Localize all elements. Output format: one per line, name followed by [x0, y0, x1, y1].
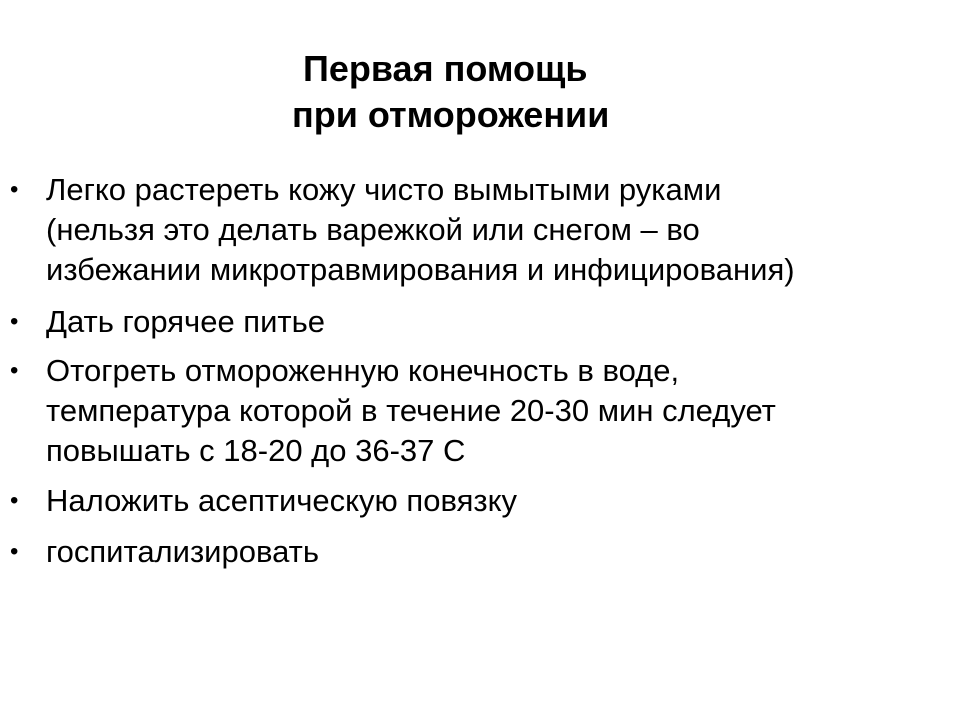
bullet-icon: •	[10, 357, 19, 384]
bullet-list	[0, 170, 960, 584]
list-item-text-line: температура которой в течение 20-30 мин следует	[46, 393, 776, 428]
list-item	[0, 170, 960, 290]
list-item	[0, 351, 960, 471]
list-item-text-line: Наложить асептическую повязку	[46, 483, 517, 518]
list-item-text-line: госпитализировать	[46, 534, 320, 569]
bullet-icon: •	[10, 176, 19, 203]
bullet-icon: •	[10, 308, 19, 335]
list-item-text-line: Легко растереть кожу чисто вымытыми руками	[46, 172, 722, 207]
list-item	[0, 532, 960, 572]
list-item-text-line: Отогреть отмороженную конечность в воде,	[46, 353, 680, 388]
list-item-text-line: (нельзя это делать варежкой или снегом – во	[46, 212, 700, 247]
bullet-icon: •	[10, 538, 19, 565]
list-item-text-line: избежании микротравмирования и инфицирования)	[46, 252, 795, 287]
slide-title-line-1: Первая помощь	[303, 48, 588, 89]
list-item	[0, 302, 960, 342]
slide-title	[0, 46, 960, 138]
list-item-text-line: повышать с 18-20 до 36-37 С	[46, 433, 466, 468]
slide-title-line-2: при отморожении	[292, 94, 610, 135]
list-item-text-line: Дать горячее питье	[46, 304, 325, 339]
bullet-icon: •	[10, 487, 19, 514]
list-item	[0, 481, 960, 521]
